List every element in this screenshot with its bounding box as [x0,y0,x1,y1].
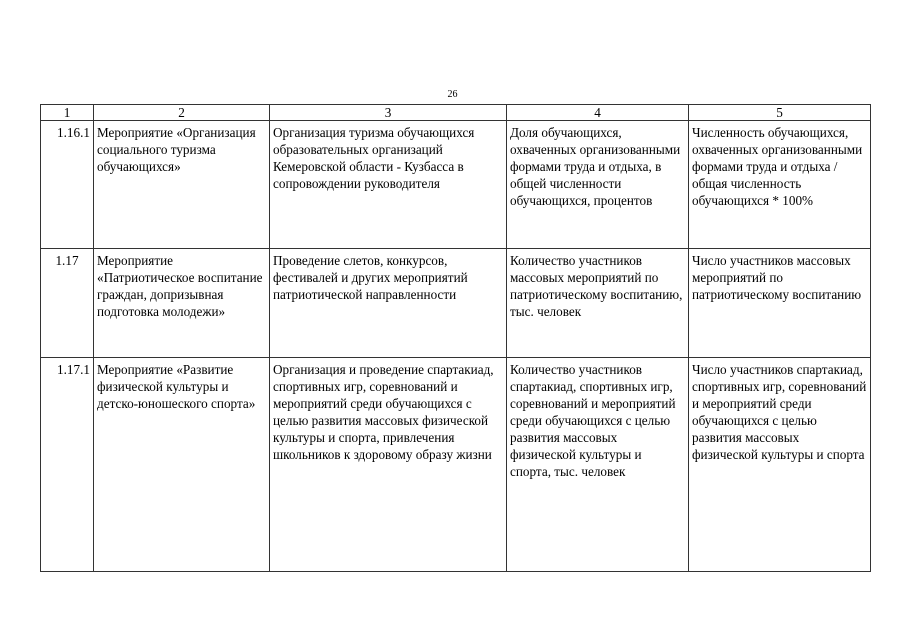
indicator-formula: Число участников массовых мероприятий по патриотическому воспитанию [689,249,871,358]
row-number: 1.17 [41,249,94,358]
event-description: Организация и проведение спартакиад, спортивных игр, соревнований и мероприятий среди обучающихся с целью развития массовых физической культуры и спорта, привлечения школьников к здоровому образу жизни [270,358,507,572]
table-row [41,249,871,358]
row-number: 1.17.1 [41,358,94,572]
indicator-formula: Численность обучающихся, охваченных организованными формами труда и отдыха / общая численность обучающихся * 100% [689,121,871,249]
column-header-1: 1 [41,105,94,121]
program-measures-table [40,104,871,572]
indicator-name: Количество участников массовых мероприятий по патриотическому воспитанию, тыс. человек [507,249,689,358]
column-header-4: 4 [507,105,689,121]
event-name: Мероприятие «Организация социального туризма обучающихся» [94,121,270,249]
page-number: 26 [447,89,458,100]
table-row [41,121,871,249]
column-header-2: 2 [94,105,270,121]
event-description: Проведение слетов, конкурсов, фестивалей и других мероприятий патриотической направленности [270,249,507,358]
column-header-5: 5 [689,105,871,121]
event-name: Мероприятие «Развитие физической культуры и детско-юношеского спорта» [94,358,270,572]
indicator-formula: Число участников спартакиад, спортивных игр, соревнований и мероприятий среди обучающихся с целью развития массовых физической культуры и спорта [689,358,871,572]
table-header-row [41,105,871,121]
indicator-name: Доля обучающихся, охваченных организованными формами труда и отдыха, в общей численности обучающихся, процентов [507,121,689,249]
table-row [41,358,871,572]
event-description: Организация туризма обучающихся образовательных организаций Кемеровской области - Кузбасса в сопровождении руководителя [270,121,507,249]
row-number: 1.16.1 [41,121,94,249]
column-header-3: 3 [270,105,507,121]
event-name: Мероприятие «Патриотическое воспитание граждан, допризывная подготовка молодежи» [94,249,270,358]
indicator-name: Количество участников спартакиад, спортивных игр, соревнований и мероприятий среди обучающихся с целью развития массовых физической культуры и спорта, тыс. человек [507,358,689,572]
